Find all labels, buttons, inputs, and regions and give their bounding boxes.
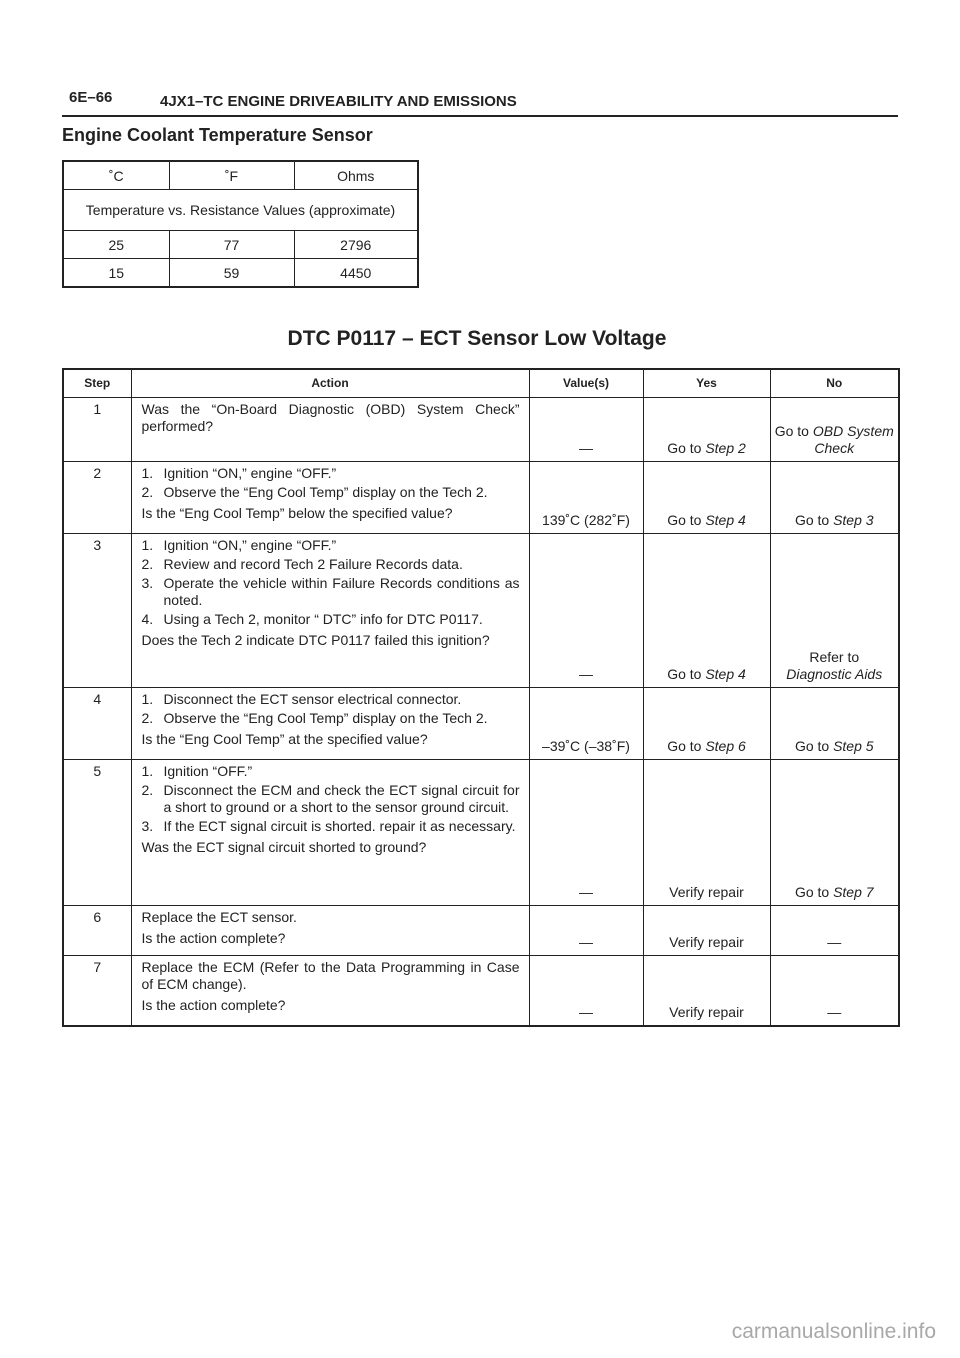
- action-question: Is the “Eng Cool Temp” at the specified value?: [141, 731, 428, 747]
- action-question: Is the action complete?: [141, 930, 286, 946]
- action-question: Was the “On-Board Diagnostic (OBD) System Check” performed?: [141, 401, 520, 434]
- ect-subheader: Temperature vs. Resistance Values (approximate): [63, 190, 418, 231]
- yes-cell: [643, 956, 770, 1026]
- ect-header-row: [63, 161, 418, 190]
- table-row: [63, 398, 899, 462]
- action-cell: [131, 956, 529, 1026]
- yes-cell: [643, 462, 770, 534]
- action-lead: Replace the ECM (Refer to the Data Programming in Case of ECM change).: [141, 959, 520, 992]
- action-question: Was the ECT signal circuit shorted to ground?: [141, 839, 427, 855]
- ect-section-title: Engine Coolant Temperature Sensor: [62, 125, 373, 145]
- step-number: 7: [63, 956, 131, 1026]
- step-number: 4: [63, 688, 131, 760]
- value-cell: –39˚C (–38˚F): [529, 688, 643, 760]
- step-number: 5: [63, 760, 131, 906]
- no-prefix: Go to: [774, 423, 813, 439]
- ect-resistance-table: [62, 160, 419, 288]
- action-item: 2. Observe the “Eng Cool Temp” display on the Tech 2.: [142, 710, 520, 727]
- yes-cell: [643, 760, 770, 906]
- table-row: [63, 231, 418, 259]
- no-target: Diagnostic Aids: [786, 666, 883, 682]
- yes-prefix: Verify repair: [669, 1003, 744, 1020]
- yes-prefix: Go to: [667, 440, 706, 456]
- no-prefix: Go to: [794, 512, 834, 528]
- ect-subheader-row: [63, 190, 418, 231]
- ect-col-ohms: Ohms: [294, 161, 418, 190]
- action-item-text: Review and record Tech 2 Failure Records data.: [163, 556, 463, 572]
- yes-cell: [643, 688, 770, 760]
- table-row: [63, 462, 899, 534]
- yes-prefix: Go to: [667, 666, 706, 682]
- action-item: 3. If the ECT signal circuit is shorted. repair it as necessary.: [142, 818, 520, 835]
- col-yes: Yes: [643, 369, 770, 398]
- header-rule: [62, 115, 898, 117]
- action-item-text: Observe the “Eng Cool Temp” display on the Tech 2.: [163, 484, 488, 500]
- watermark: carmanualsonline.info: [731, 1320, 936, 1343]
- action-item-text: Disconnect the ECT sensor electrical connector.: [163, 691, 462, 707]
- action-cell: [131, 688, 529, 760]
- no-prefix: Go to: [794, 884, 834, 900]
- yes-prefix: Go to: [667, 738, 706, 754]
- value-cell: —: [529, 534, 643, 688]
- action-cell: [131, 906, 529, 956]
- no-target: Step 3: [833, 512, 874, 528]
- action-item: 1. Ignition “ON,” engine “OFF.”: [142, 537, 520, 554]
- table-row: [63, 534, 899, 688]
- step-number: 3: [63, 534, 131, 688]
- action-item: 1. Ignition “ON,” engine “OFF.”: [142, 465, 520, 482]
- no-prefix: Go to: [794, 738, 834, 754]
- value-cell: —: [529, 906, 643, 956]
- action-question: Is the “Eng Cool Temp” below the specified value?: [141, 505, 453, 521]
- action-item: 3. Operate the vehicle within Failure Records conditions as noted.: [141, 575, 520, 608]
- dtc-body: [63, 398, 899, 1026]
- action-item-text: If the ECT signal circuit is shorted. repair it as necessary.: [163, 818, 516, 834]
- dtc-diagnostic-table: [62, 368, 900, 1027]
- table-row: [63, 956, 899, 1026]
- no-cell: [770, 688, 899, 760]
- no-cell: [770, 398, 899, 462]
- action-cell: [131, 398, 529, 462]
- action-cell: [131, 462, 529, 534]
- no-target: Step 7: [833, 884, 874, 900]
- no-cell: [770, 956, 899, 1026]
- action-item-text: Ignition “OFF.”: [163, 763, 253, 779]
- no-prefix: —: [827, 1003, 842, 1020]
- action-item: 2. Review and record Tech 2 Failure Records data.: [142, 556, 520, 573]
- action-item: 4. Using a Tech 2, monitor “ DTC” info for DTC P0117.: [142, 611, 520, 628]
- action-question: Does the Tech 2 indicate DTC P0117 failed this ignition?: [141, 632, 490, 648]
- no-prefix: Refer to: [809, 649, 860, 665]
- yes-target: Step 6: [705, 738, 746, 754]
- no-cell: [770, 462, 899, 534]
- value-cell: —: [529, 760, 643, 906]
- action-item: 2. Disconnect the ECM and check the ECT signal circuit for a short to ground or a short to the sensor ground circuit.: [141, 782, 520, 815]
- table-row: [63, 760, 899, 906]
- col-step: Step: [63, 369, 131, 398]
- value-cell: —: [529, 956, 643, 1026]
- header-title: 4JX1–TC ENGINE DRIVEABILITY AND EMISSIONS: [160, 93, 517, 110]
- yes-prefix: Verify repair: [669, 884, 744, 900]
- dtc-title: DTC P0117 – ECT Sensor Low Voltage: [287, 327, 667, 350]
- action-question: Is the action complete?: [141, 997, 286, 1013]
- yes-target: Step 4: [705, 666, 746, 682]
- action-cell: [131, 760, 529, 906]
- ect-cell: 2796: [294, 231, 418, 259]
- action-item-text: Operate the vehicle within Failure Records conditions as noted.: [163, 575, 520, 608]
- no-cell: [770, 760, 899, 906]
- ect-cell: 77: [169, 231, 294, 259]
- yes-cell: [643, 906, 770, 956]
- ect-col-fahrenheit: ˚F: [169, 161, 294, 190]
- ect-cell: 4450: [294, 259, 418, 288]
- action-item: 2. Observe the “Eng Cool Temp” display on the Tech 2.: [142, 484, 520, 501]
- no-target: OBD System Check: [812, 423, 894, 456]
- ect-col-celsius: ˚C: [63, 161, 169, 190]
- yes-target: Step 4: [705, 512, 746, 528]
- yes-target: Step 2: [705, 440, 746, 456]
- step-number: 6: [63, 906, 131, 956]
- yes-prefix: Go to: [667, 512, 706, 528]
- action-cell: [131, 534, 529, 688]
- ect-cell: 15: [63, 259, 169, 288]
- value-cell: —: [529, 398, 643, 462]
- yes-cell: [643, 534, 770, 688]
- yes-prefix: Verify repair: [669, 934, 744, 950]
- no-prefix: —: [827, 934, 842, 950]
- value-cell: 139˚C (282˚F): [529, 462, 643, 534]
- step-number: 1: [63, 398, 131, 462]
- action-item-text: Disconnect the ECM and check the ECT signal circuit for a short to ground or a short to the sensor ground circuit.: [163, 782, 520, 815]
- no-cell: [770, 534, 899, 688]
- ect-cell: 59: [169, 259, 294, 288]
- dtc-header-row: [63, 369, 899, 398]
- yes-cell: [643, 398, 770, 462]
- action-item: 1. Disconnect the ECT sensor electrical connector.: [142, 691, 520, 708]
- col-no: No: [770, 369, 899, 398]
- action-lead: Replace the ECT sensor.: [141, 909, 297, 925]
- ect-cell: 25: [63, 231, 169, 259]
- action-item-text: Using a Tech 2, monitor “ DTC” info for DTC P0117.: [163, 611, 483, 627]
- no-target: Step 5: [833, 738, 874, 754]
- table-row: [63, 688, 899, 760]
- table-row: [63, 906, 899, 956]
- action-item: 1. Ignition “OFF.”: [142, 763, 520, 780]
- col-values: Value(s): [529, 369, 643, 398]
- step-number: 2: [63, 462, 131, 534]
- table-row: [63, 259, 418, 288]
- action-item-text: Ignition “ON,” engine “OFF.”: [163, 465, 337, 481]
- col-action: Action: [131, 369, 529, 398]
- page-number: 6E–66: [69, 89, 113, 106]
- no-cell: [770, 906, 899, 956]
- action-item-text: Ignition “ON,” engine “OFF.”: [163, 537, 337, 553]
- action-item-text: Observe the “Eng Cool Temp” display on the Tech 2.: [163, 710, 488, 726]
